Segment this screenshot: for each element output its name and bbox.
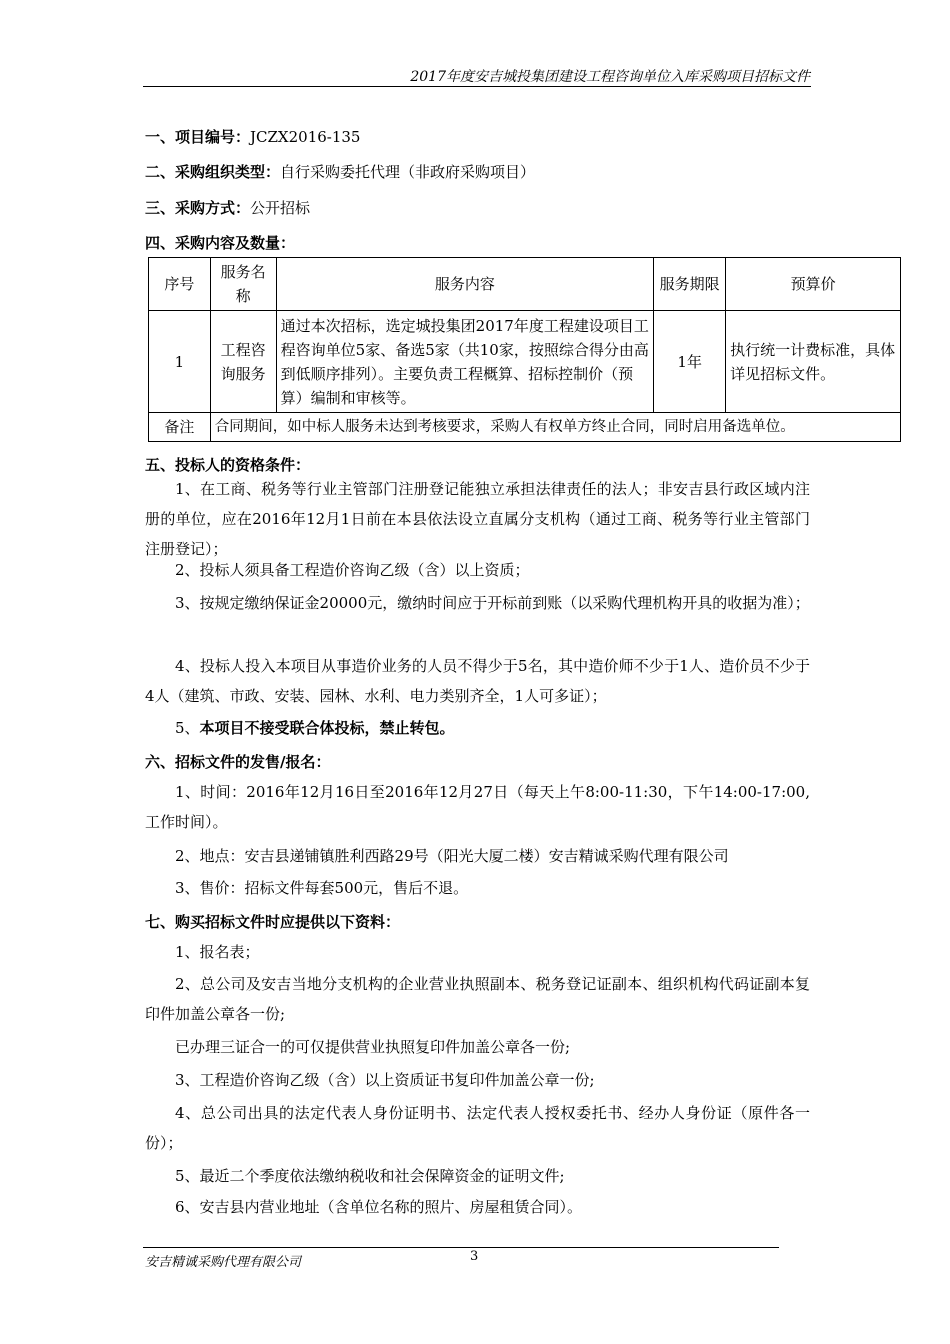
qualification-item-5-text: 本项目不接受联合体投标，禁止转包。: [199, 719, 455, 737]
qualification-item-3: 3、按规定缴纳保证金20000元，缴纳时间应于开标前到账（以采购代理机构开具的收据为准）；: [175, 594, 810, 612]
content-heading: 四、采购内容及数量：: [145, 234, 296, 252]
th-name: 服务名称: [210, 258, 276, 311]
qualification-item-2: 2、投标人须具备工程造价咨询乙级（含）以上资质；: [175, 561, 530, 579]
sale-heading: 六、招标文件的发售/报名：: [145, 753, 331, 771]
table-remark-row: [149, 413, 901, 442]
procurement-table: [148, 257, 901, 442]
content-heading-line: [145, 232, 295, 253]
materials-item-3: 3、工程造价咨询乙级（含）以上资质证书复印件加盖公章一份;: [175, 1071, 595, 1089]
page-number: 3: [470, 1249, 479, 1264]
method-value: 公开招标: [250, 199, 311, 217]
method-heading: 三、采购方式：: [145, 199, 251, 217]
materials-item-4: 4、总公司出具的法定代表人身份证明书、法定代表人授权委托书、经办人身份证（原件各一份）；: [145, 1104, 810, 1152]
th-period: 服务期限: [654, 258, 726, 311]
sale-heading-line: [145, 751, 330, 772]
qualification-heading-line: [145, 454, 310, 475]
materials-heading: 七、购买招标文件时应提供以下资料：: [145, 913, 401, 931]
header-rule: [143, 86, 811, 87]
sale-item-2: 2、地点：安吉县递铺镇胜利西路29号（阳光大厦二楼）安吉精诚采购代理有限公司: [175, 847, 729, 865]
cell-content: 通过本次招标，选定城投集团2017年度工程建设项目工程咨询单位5家、备选5家（共10家，按照综合得分由高到低顺序排列）。主要负责工程概算、招标控制价（预算）编制和审核等。: [276, 311, 654, 413]
qualification-item-4: 4、投标人投入本项目从事造价业务的人员不得少于5名，其中造价师不少于1人、造价员不少于4人（建筑、市政、安装、园林、水利、电力类别齐全，1人可多证）；: [145, 657, 810, 705]
cell-no: 1: [149, 311, 211, 413]
project-number-line: [145, 126, 360, 147]
org-type-value: 自行采购委托代理（非政府采购项目）: [280, 163, 536, 181]
cell-name: 工程咨询服务: [210, 311, 276, 413]
qualification-item-5: [145, 713, 810, 743]
project-number-value: JCZX2016-135: [250, 128, 361, 146]
project-number-heading: 一、项目编号：: [145, 128, 251, 146]
sale-item-1: 1、时间：2016年12月16日至2016年12月27日（每天上午8:00-11:30，下午14:00-17:00,工作时间）。: [145, 783, 810, 831]
materials-item-2: 2、总公司及安吉当地分支机构的企业营业执照副本、税务登记证副本、组织机构代码证副本复印件加盖公章各一份;: [145, 975, 810, 1023]
table-row: [149, 311, 901, 413]
sale-item-3: 3、售价：招标文件每套500元，售后不退。: [175, 879, 469, 897]
qualification-item-1: 1、在工商、税务等行业主管部门注册登记能独立承担法律责任的法人；非安吉县行政区域内注册的单位，应在2016年12月1日前在本县依法设立直属分支机构（通过工商、税务等行业主管部门注册登记）；: [145, 480, 810, 558]
remark-text: 合同期间，如中标人服务未达到考核要求，采购人有权单方终止合同，同时启用备选单位。: [210, 413, 900, 442]
footer-rule: [143, 1247, 779, 1248]
th-budget: 预算价: [726, 258, 901, 311]
cell-budget: 执行统一计费标准，具体详见招标文件。: [726, 311, 901, 413]
materials-item-6: 6、安吉县内营业地址（含单位名称的照片、房屋租赁合同）。: [175, 1198, 583, 1216]
materials-heading-line: [145, 911, 400, 932]
qualification-heading: 五、投标人的资格条件：: [145, 456, 311, 474]
qualification-item-5-prefix: 5、: [175, 719, 200, 737]
table-header-row: [149, 258, 901, 311]
remark-label: 备注: [149, 413, 211, 442]
footer-company: 安吉精诚采购代理有限公司: [145, 1255, 302, 1270]
cell-period: 1年: [654, 311, 726, 413]
th-content: 服务内容: [276, 258, 654, 311]
method-line: [145, 197, 310, 218]
materials-item-5: 5、最近二个季度依法缴纳税收和社会保障资金的证明文件;: [175, 1167, 565, 1185]
header-title: 2017年度安吉城投集团建设工程咨询单位入库采购项目招标文件: [410, 69, 810, 85]
th-no: 序号: [149, 258, 211, 311]
org-type-heading: 二、采购组织类型：: [145, 163, 281, 181]
materials-item-2-note: 已办理三证合一的可仅提供营业执照复印件加盖公章各一份;: [175, 1038, 571, 1056]
materials-item-1: 1、报名表；: [175, 943, 260, 961]
org-type-line: [145, 161, 535, 182]
